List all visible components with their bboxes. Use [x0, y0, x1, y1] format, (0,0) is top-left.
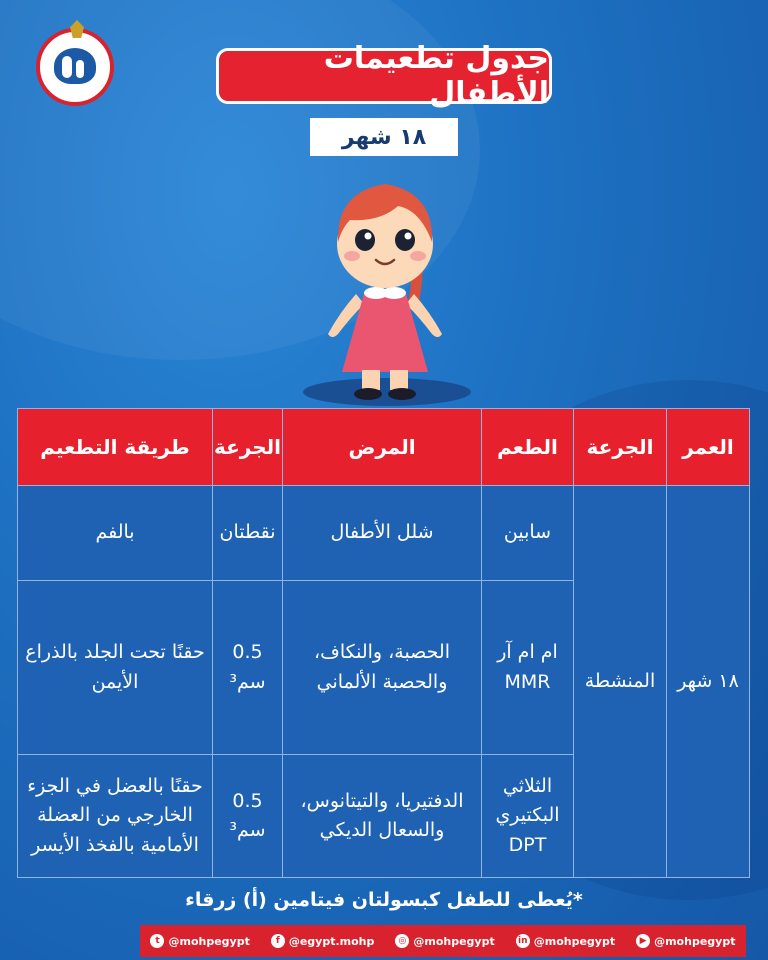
instagram-icon: ◎ — [395, 934, 409, 948]
method-line: الأيمن — [91, 670, 139, 693]
dose-line: نقطتان — [219, 521, 276, 544]
dose-cell — [213, 755, 283, 878]
header-dose-type: الجرعة — [574, 409, 667, 486]
social-link-facebook[interactable] — [271, 934, 375, 948]
vaccine-line: DPT — [508, 833, 547, 856]
header-dose: الجرعة — [213, 409, 283, 486]
method-line: حقنًا تحت الجلد بالذراع — [25, 641, 205, 664]
dose-line: سم³ — [229, 670, 266, 693]
disease-cell — [283, 755, 482, 878]
social-handle: @mohpegypt — [168, 934, 250, 948]
disease-cell — [283, 581, 482, 755]
age-cell: ١٨ شهر — [667, 486, 750, 878]
facebook-icon: f — [271, 934, 285, 948]
dose-type-cell: المنشطة — [574, 486, 667, 878]
vaccine-cell — [482, 755, 574, 878]
vaccine-cell — [482, 581, 574, 755]
logo-figure — [62, 56, 72, 78]
social-bar — [140, 925, 746, 957]
dose-cell — [213, 581, 283, 755]
girl-illustration — [310, 172, 460, 402]
dose-line: 0.5 — [232, 641, 263, 664]
vaccine-line: ام ام آر — [497, 641, 558, 664]
header-method: طريقة التطعيم — [18, 409, 213, 486]
table-row — [18, 486, 750, 581]
method-line: الأمامية بالفخذ الأيسر — [31, 833, 199, 856]
vitamin-a-footnote: *يُعطى للطفل كبسولتان فيتامين (أ) زرقاء — [185, 889, 583, 911]
disease-line: الحصبة، والنكاف، — [314, 641, 450, 664]
vaccination-table — [17, 408, 749, 874]
method-line: بالفم — [95, 521, 135, 544]
linkedin-icon: in — [516, 934, 530, 948]
method-line: حقنًا بالعضل في الجزء — [27, 774, 203, 797]
age-subtitle: ١٨ شهر — [310, 118, 458, 156]
social-handle: @mohpegypt — [654, 934, 736, 948]
header-disease: المرض — [283, 409, 482, 486]
table-header-row — [18, 409, 750, 486]
vaccine-line: MMR — [504, 670, 551, 693]
twitter-icon: t — [150, 934, 164, 948]
vaccine-line: الثلاثي — [502, 774, 553, 797]
vaccine-line: سابين — [503, 521, 552, 544]
youtube-icon: ▶ — [636, 934, 650, 948]
logo-figure — [76, 60, 84, 78]
dose-line: 0.5 — [232, 789, 263, 812]
family-icon — [54, 48, 96, 84]
method-cell — [18, 486, 213, 581]
header-vaccine: الطعم — [482, 409, 574, 486]
dose-line: سم³ — [229, 819, 266, 841]
ministry-logo — [36, 28, 114, 106]
header-age: العمر — [667, 409, 750, 486]
disease-line: شلل الأطفال — [330, 521, 434, 544]
social-handle: @mohpegypt — [413, 934, 495, 948]
disease-line: والحصبة الألماني — [316, 670, 448, 693]
social-link-instagram[interactable] — [395, 934, 494, 948]
disease-cell — [283, 486, 482, 581]
page-title: جدول تطعيمات الأطفال — [216, 48, 552, 104]
vaccine-cell — [482, 486, 574, 581]
social-handle: @egypt.mohp — [288, 934, 375, 948]
social-handle: @mohpegypt — [533, 934, 616, 948]
social-link-twitter[interactable] — [150, 934, 249, 948]
social-link-youtube[interactable] — [636, 934, 735, 948]
vaccine-line: البكتيري — [495, 804, 560, 827]
disease-line: والسعال الديكي — [319, 819, 445, 841]
method-line: الخارجي من العضلة — [37, 804, 193, 827]
dose-cell — [213, 486, 283, 581]
disease-line: الدفتيريا، والتيتانوس، — [300, 789, 464, 812]
social-link-linkedin[interactable] — [516, 934, 615, 948]
method-cell — [18, 755, 213, 878]
method-cell — [18, 581, 213, 755]
